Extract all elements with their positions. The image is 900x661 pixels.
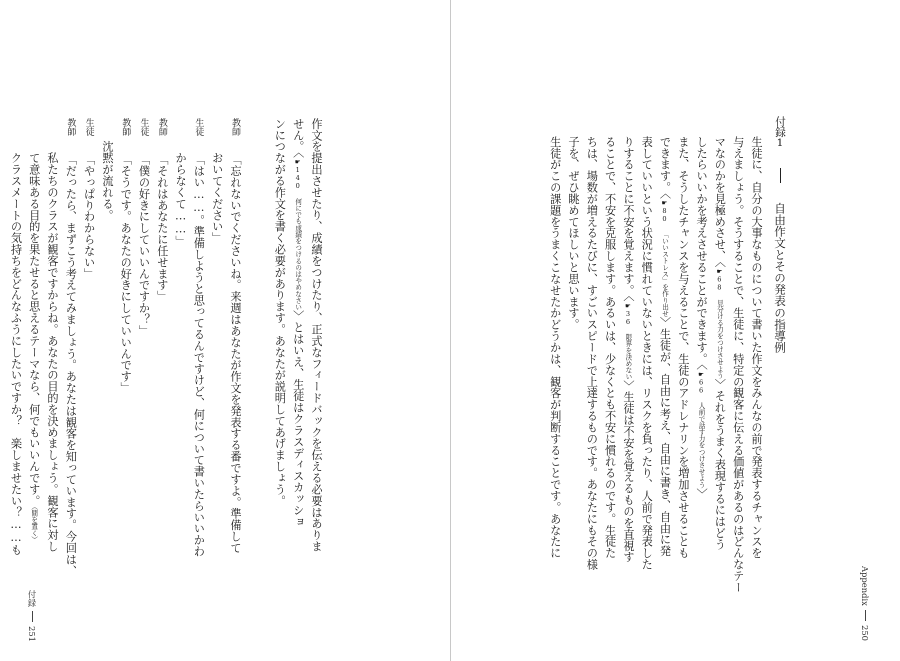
dialogue-line: からなくて……」 xyxy=(174,152,188,248)
body-line: 生徒に、自分の大事なものについて書いた作文をみんなの前で発表するチャンスを xyxy=(750,136,763,559)
folio-separator xyxy=(32,611,33,622)
dialogue-line: 生徒 「やっぱりわからない」 xyxy=(82,118,96,280)
body-line: ることで、不安を克服します。あるいは、少なくとも不安に慣れるのです。生徒た xyxy=(603,136,617,559)
body-line: したらいいかを考えさせることができます。〈☛66 人前で話す力をつけさせよう〉 xyxy=(695,136,709,500)
dialogue-line: クラスメートの気持ちをどんなふうにしたいですか？ 楽しませたい？……も xyxy=(9,152,23,556)
dialogue-line: 生徒 「僕の好きにしていいんですか？」 xyxy=(137,118,151,337)
dialogue-line: 生徒 「はい……。準備しようと思ってるんですけど、何について書いたらいいかわ xyxy=(192,118,206,558)
folio-section: Appendix xyxy=(860,566,870,606)
chapter-label: 付録1 xyxy=(774,116,786,150)
folio-section: 付録 xyxy=(27,590,37,607)
body-line: ちは、場数が増えるたびに、すごいスピードで上達するものです。あなたにもその様 xyxy=(585,136,599,571)
body-line: 与えましょう。そうすることで、生徒に、特定の観客に伝える価値があるのはどんなテー xyxy=(731,136,745,593)
folio-right xyxy=(860,566,870,641)
body-line: また、そうしたチャンスを与えることで、生徒のアドレナリンを増加させることも xyxy=(676,136,690,559)
pointing-hand-icon: ☛ xyxy=(293,158,302,167)
reference-note: 80 「いいストレス」を作り出せ xyxy=(660,206,669,317)
pointing-hand-icon: ☛ xyxy=(697,370,706,379)
body-line: ンにつながる作文を書く必要があります。あなたが説明してあげましょう。 xyxy=(273,118,287,507)
folio-separator xyxy=(865,610,866,621)
dialogue-line: て意味ある目的を果たせると思えるテーマなら、何でもいいんです。（間を置く） xyxy=(27,152,41,543)
right-page xyxy=(450,0,900,661)
body-line: 子を、ぜひ眺めてほしいと思います。 xyxy=(567,136,581,331)
body-line: せん。〈☛140 何にでも成績をつけるのはやめなさい〉とはいえ、生徒はクラスディスカッショ xyxy=(291,118,305,528)
reference-note: 140 何にでも成績をつけるのはやめなさい xyxy=(293,166,302,311)
body-line: りすることに不安を覚えます。〈☛36 限界を決めない〉生徒は不安を覚えるものを直視す xyxy=(621,136,635,563)
dialogue-line: 教師 「それはあなたに任せます」 xyxy=(155,118,169,303)
body-line: マなのかを見極めさせ、〈☛68 見分ける力をつけさせよう〉それをうまく表現するにはどう xyxy=(713,136,727,551)
reference-note: 66 人前で話す力をつけさせよう xyxy=(697,378,706,489)
dialogue-line: 教師 「忘れないでくださいね。来週はあなたが作文を発表する番ですよ。準備して xyxy=(229,118,242,554)
chapter-title: 自由作文とその発表の指導例 xyxy=(773,202,787,354)
speaker-label: 教師 xyxy=(230,118,240,137)
left-body-text xyxy=(270,118,325,558)
reference-note: 68 見分ける力をつけさせよう xyxy=(715,275,724,379)
pointing-hand-icon: ☛ xyxy=(715,267,724,276)
dialogue-line: 私たちのクラスが観客ですからね。あなたの目的を決めましょう。観客に対し xyxy=(46,152,60,553)
stage-direction: （間を置く） xyxy=(29,506,38,543)
heading-rule xyxy=(780,168,781,183)
body-line: できます。〈☛80 「いいストレス」を作り出せ〉生徒が、自由に考え、自由に書き、自由に発 xyxy=(658,136,672,557)
dialogue-line: おいてください」 xyxy=(210,152,224,244)
body-line: 生徒がこの課題をうまくこなせたかどうかは、観客が判断することです。あなたに xyxy=(548,136,562,559)
dialogue-line: 教師 「だったら、まずこう考えてみましょう。あなたは観客を知っています。今回は、 xyxy=(64,118,78,577)
dialogue-line: 教師 「そうです。あなたの好きにしていいんです」 xyxy=(119,118,133,394)
pointing-hand-icon: ☛ xyxy=(660,198,669,207)
folio-page-number: 251 xyxy=(27,625,37,642)
folio-page-number: 250 xyxy=(860,624,870,641)
reference-note: 36 限界を決めない xyxy=(623,309,632,380)
chapter-heading xyxy=(772,116,788,353)
dialogue-block xyxy=(6,118,244,577)
folio-left xyxy=(26,590,38,642)
dialogue-line: 沈黙が流れる。 xyxy=(100,140,114,221)
pointing-hand-icon: ☛ xyxy=(623,301,632,310)
right-body-text xyxy=(545,136,765,593)
body-line: 作文を提出させたり、成績をつけたり、正式なフィードバックを伝える必要はありま xyxy=(310,118,323,553)
body-line: 表していいという状況に慣れていないときには、リスクを負ったり、人前で発表した xyxy=(640,136,654,571)
